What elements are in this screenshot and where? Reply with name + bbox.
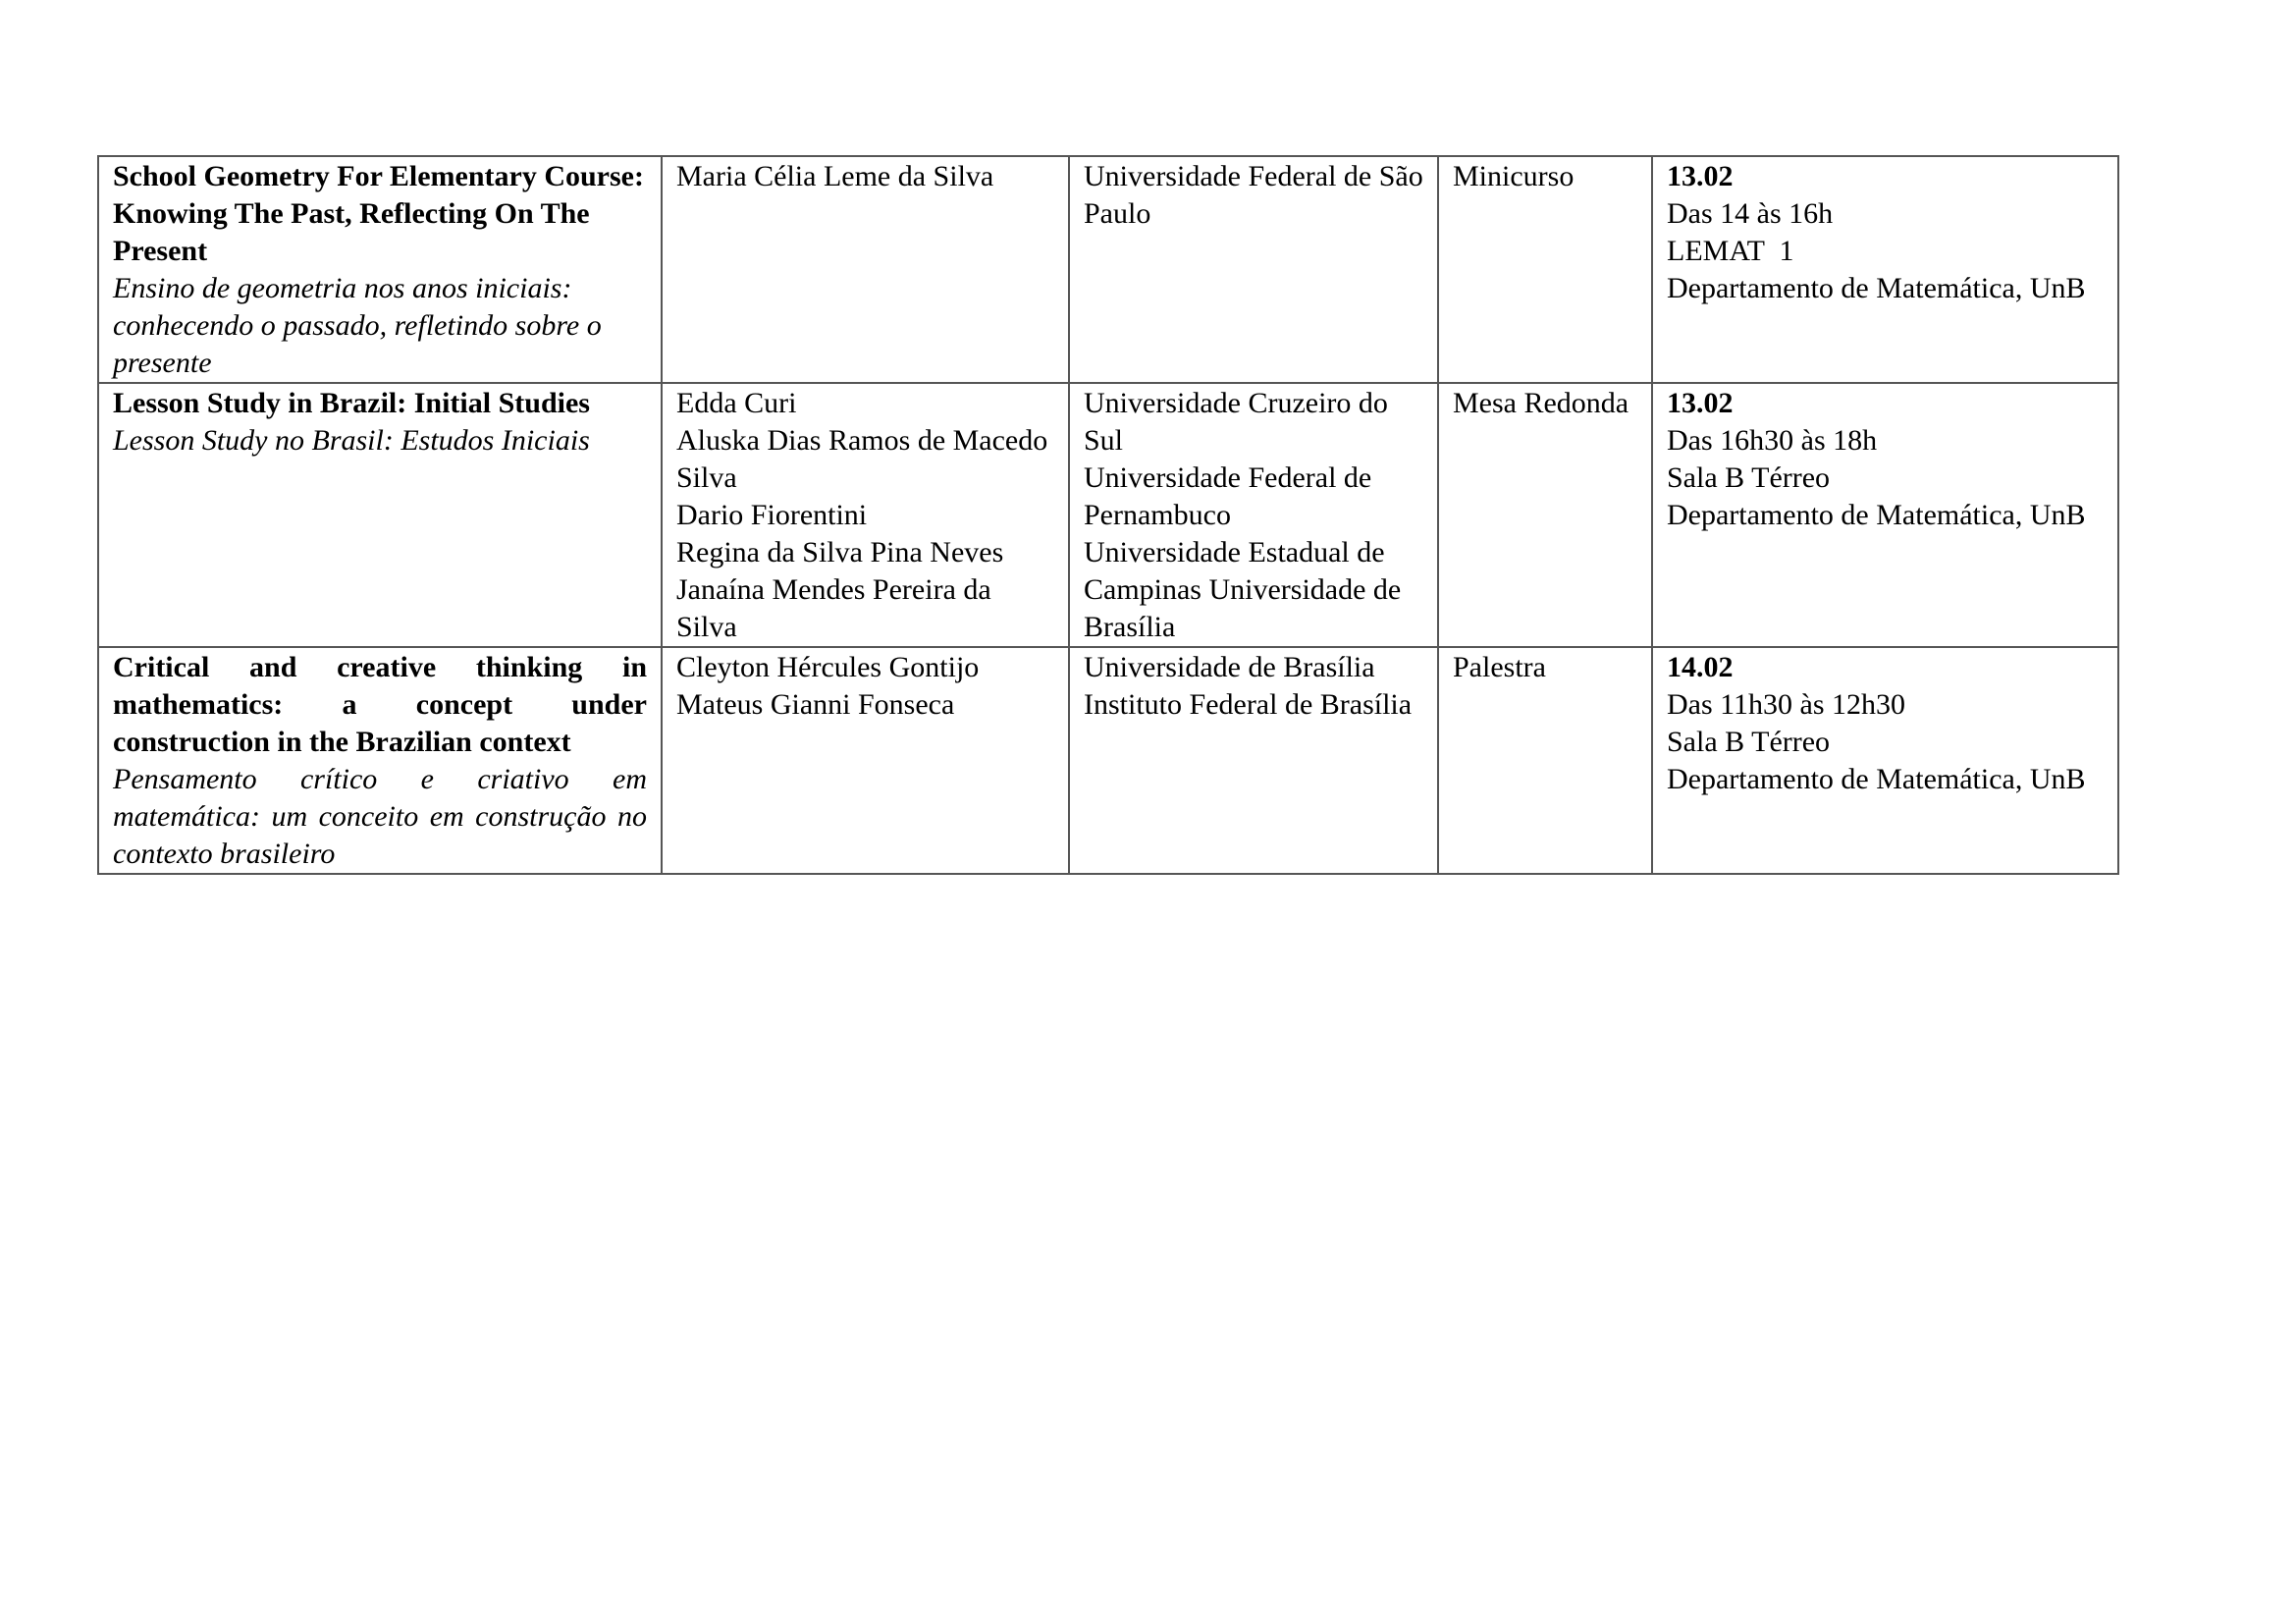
- speaker-name: Cleyton Hércules Gontijo: [676, 651, 980, 683]
- institution-name: Universidade Federal de Pernambuco: [1084, 461, 1372, 531]
- speaker-name: Aluska Dias Ramos de Macedo Silva: [676, 424, 1048, 494]
- speaker-name: Maria Célia Leme da Silva: [676, 160, 994, 192]
- title-portuguese: Ensino de geometria nos anos iniciais: conhecendo o passado, refletindo sobre o presente: [113, 272, 602, 379]
- title-english: School Geometry For Elementary Course: Knowing The Past, Reflecting On The Present: [113, 160, 644, 267]
- title-cell: [98, 383, 662, 647]
- session-location: Departamento de Matemática, UnB: [1667, 763, 2086, 795]
- institution-name: Universidade Federal de São Paulo: [1084, 160, 1423, 230]
- title-english: Critical and creative thinking in mathematics: a concept under construction in the Brazilian context: [113, 651, 647, 758]
- speaker-name: Mateus Gianni Fonseca: [676, 688, 955, 721]
- institution-name: Universidade Cruzeiro do Sul: [1084, 387, 1388, 457]
- session-time: Das 11h30 às 12h30: [1667, 688, 1906, 721]
- session-type: Palestra: [1453, 651, 1546, 683]
- institution-cell: [1069, 156, 1438, 383]
- session-room: Sala B Térreo: [1667, 726, 1831, 758]
- type-cell: [1438, 647, 1652, 874]
- session-date: 14.02: [1667, 651, 1734, 683]
- session-date: 13.02: [1667, 160, 1734, 192]
- session-room: Sala B Térreo: [1667, 461, 1831, 494]
- speakers-cell: [662, 647, 1069, 874]
- table-row: [98, 156, 2118, 383]
- speakers-cell: [662, 156, 1069, 383]
- title-cell: [98, 156, 662, 383]
- title-cell: [98, 647, 662, 874]
- institution-name: Universidade Estadual de Campinas Universidade de Brasília: [1084, 536, 1402, 643]
- session-time: Das 14 às 16h: [1667, 197, 1834, 230]
- speaker-name: Dario Fiorentini: [676, 499, 868, 531]
- schedule-table: [97, 155, 2119, 875]
- schedule-cell: [1652, 647, 2118, 874]
- session-date: 13.02: [1667, 387, 1734, 419]
- session-location: Departamento de Matemática, UnB: [1667, 499, 2086, 531]
- title-portuguese: Lesson Study no Brasil: Estudos Iniciais: [113, 424, 590, 457]
- table-row: [98, 647, 2118, 874]
- type-cell: [1438, 156, 1652, 383]
- speakers-cell: [662, 383, 1069, 647]
- speaker-name: Regina da Silva Pina Neves: [676, 536, 1004, 568]
- table-row: [98, 383, 2118, 647]
- title-portuguese: Pensamento crítico e criativo em matemática: um conceito em construção no contexto brasileiro: [113, 763, 647, 870]
- institution-name: Universidade de Brasília: [1084, 651, 1375, 683]
- institution-cell: [1069, 383, 1438, 647]
- session-location: Departamento de Matemática, UnB: [1667, 272, 2086, 304]
- title-english: Lesson Study in Brazil: Initial Studies: [113, 387, 590, 419]
- type-cell: [1438, 383, 1652, 647]
- institution-cell: [1069, 647, 1438, 874]
- schedule-cell: [1652, 383, 2118, 647]
- schedule-cell: [1652, 156, 2118, 383]
- institution-name: Instituto Federal de Brasília: [1084, 688, 1413, 721]
- speaker-name: Edda Curi: [676, 387, 797, 419]
- session-type: Mesa Redonda: [1453, 387, 1629, 419]
- session-time: Das 16h30 às 18h: [1667, 424, 1878, 457]
- session-type: Minicurso: [1453, 160, 1575, 192]
- speaker-name: Janaína Mendes Pereira da Silva: [676, 573, 991, 643]
- session-room: LEMAT 1: [1667, 235, 1794, 267]
